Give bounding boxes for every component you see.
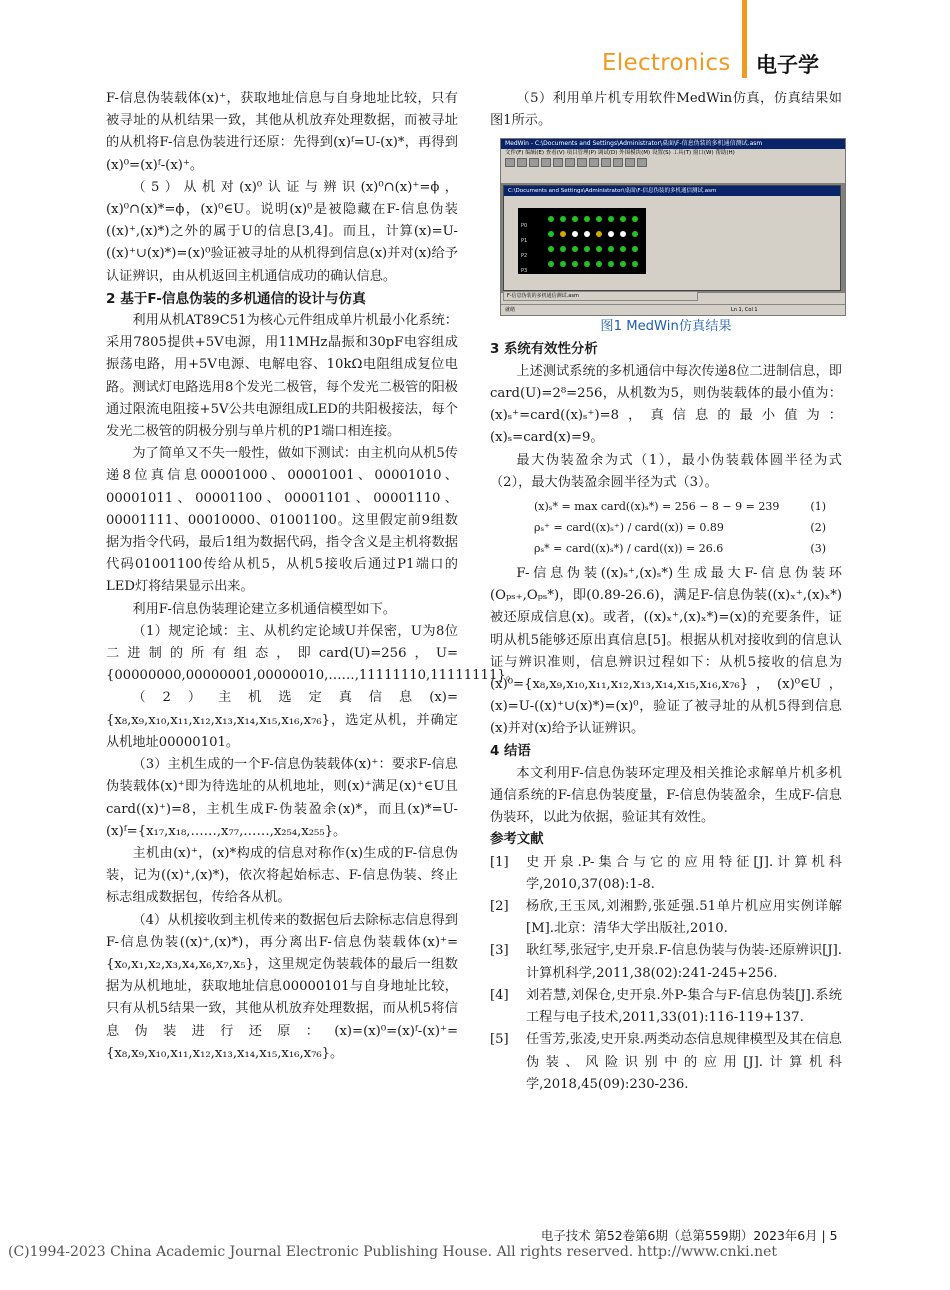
port-label: P2 — [521, 253, 528, 260]
paragraph: 最大伪装盈余为式（1），最小伪装载体圆半径为式（2），最大伪装盈余圆半径为式（3）。 — [490, 452, 842, 490]
equation — [490, 517, 842, 538]
toolbar-icon — [577, 158, 587, 167]
reference-text: 耿红琴,张冠宇,史开泉.F-信息伪装与伪装-还原辨识[J].计算机科学,2011,38(02):241-245+256. — [526, 943, 842, 981]
led-indicator — [584, 246, 590, 252]
status-right: Ln 1, Col 1 — [731, 307, 758, 314]
header-bar — [742, 0, 747, 78]
figure-caption: 图1 MedWin仿真结果 — [600, 319, 732, 335]
inner-window-title: C:\Documents and Settings\Administrator\桌面\F-信息伪装的多机通信测试.asm — [504, 186, 840, 196]
paragraph: （2）主机选定真信息(x)={x₈,x₉,x₁₀,x₁₁,x₁₂,x₁₃,x₁₄,x₁₅,x₁₆,x₇₆}，选定从机，并确定从机地址00000101。 — [106, 690, 458, 750]
led-indicator — [608, 231, 614, 237]
led-indicator — [548, 216, 554, 222]
equation — [490, 538, 842, 559]
paragraph: （5）利用单片机专用软件MedWin仿真，仿真结果如图1所示。 — [490, 91, 842, 129]
reference-item — [490, 852, 842, 896]
references-heading: 参考文献 — [490, 832, 544, 848]
page-footer: 电子技术 第52卷第6期（总第559期）2023年6月 | 5 — [541, 1228, 838, 1243]
figure-menu-bar: 文件(F) 编辑(E) 查看(V) 项目管理(P) 调试(D) 外围模块(M) 设置(S) 工具(T) 窗口(W) 帮助(H) — [505, 150, 735, 157]
toolbar-icon — [625, 158, 635, 167]
led-indicator — [620, 231, 626, 237]
led-indicator — [632, 246, 638, 252]
led-indicator — [632, 216, 638, 222]
port-label: P1 — [521, 238, 528, 245]
paragraph: F-信息伪装载体(x)⁺，获取地址信息与自身地址比较，只有被寻址的从机结果一致，其他从机放弃处理数据，而被寻址的从机将F-信息伪装进行还原：先得到(x)ᶠ=U-(x)*，再得到(x)⁰=(x)ᶠ-(x)⁺。 — [106, 91, 458, 173]
reference-number: [2] — [490, 899, 509, 915]
toolbar-icon — [517, 158, 527, 167]
led-indicator — [596, 261, 602, 267]
reference-text: 杨欣,王玉凤,刘湘黔,张延强.51单片机应用实例详解[M].北京：清华大学出版社,2010. — [526, 899, 842, 937]
led-indicator — [560, 246, 566, 252]
reference-item — [490, 896, 842, 940]
led-indicator — [572, 216, 578, 222]
header-cn: 电子学 — [756, 53, 819, 77]
equation-expr: ρₛ⁺ = card((x)ₛ⁺) / card((x)) = 0.89 — [534, 521, 724, 535]
led-indicator — [596, 231, 602, 237]
led-indicator — [608, 246, 614, 252]
reference-text: 刘若慧,刘保仓,史开泉.外P-集合与F-信息伪装[J].系统工程与电子技术,2011,33(01):116-119+137. — [526, 987, 842, 1026]
toolbar-icon — [637, 158, 647, 167]
reference-item — [490, 985, 842, 1029]
led-indicator — [596, 216, 602, 222]
reference-number: [5] — [490, 1032, 509, 1048]
led-indicator — [584, 231, 590, 237]
section-heading: 2 基于F-信息伪装的多机通信的设计与仿真 — [106, 290, 366, 307]
paragraph: （1）规定论域：主、从机约定论域U并保密，U为8位二进制的所有组态，即card(U)=256，U={00000000,00000001,00000010,……,11111110,11111111}。 — [106, 623, 519, 684]
led-panel — [518, 208, 646, 274]
toolbar-icon — [589, 158, 599, 167]
figure-file-tab: F-信息伪装的多机通信测试.asm — [503, 291, 698, 301]
led-indicator — [620, 261, 626, 267]
led-indicator — [620, 216, 626, 222]
reference-number: [1] — [490, 854, 509, 870]
paragraph: 为了简单又不失一般性，做如下测试：由主机向从机5传递8位真信息00001000、00001001、00001010、00001011、00001100、00001101、00001110、00001111、00010000、01001100。这里假定前9组数据为指令代码，最后1组为数据代码，指令含义是主机将数据代码01001100传给从机5，从机5接收后通过P1端口的LED灯将结果显示出来。 — [106, 446, 458, 595]
led-indicator — [584, 261, 590, 267]
led-indicator — [560, 216, 566, 222]
figure-toolbar — [501, 157, 845, 168]
equation-number: (3) — [810, 542, 826, 556]
copyright-line: (C)1994-2023 China Academic Journal Electronic Publishing House. All rights reserved. http://www.cnki.net — [8, 1244, 778, 1260]
led-indicator — [572, 261, 578, 267]
right-column — [490, 88, 842, 1096]
led-indicator — [560, 231, 566, 237]
reference-number: [4] — [490, 987, 509, 1003]
paragraph: 上述测试系统的多机通信中每次传递8位二进制信息，即card(U)=2⁸=256，从机数为5，则伪装载体的最小值为：(x)ₛ⁺=card((x)ₛ⁺)=8，真信息的最小值为：(x)ₛ=card(x)=9。 — [490, 363, 842, 446]
reference-number: [3] — [490, 943, 509, 959]
toolbar-icon — [601, 158, 611, 167]
led-indicator — [608, 216, 614, 222]
toolbar-icon — [529, 158, 539, 167]
equation-expr: ρₛ* = card((x)ₛ*) / card((x)) = 26.6 — [534, 542, 724, 556]
toolbar-icon — [553, 158, 563, 167]
reference-text: 任雪芳,张凌,史开泉.两类动态信息规律模型及其在信息伪装、风险识别中的应用[J].计算机科学,2018,45(09):230-236. — [526, 1032, 842, 1092]
section-heading: 3 系统有效性分析 — [490, 341, 598, 357]
led-indicator — [584, 216, 590, 222]
header-word: Electronics — [602, 50, 731, 76]
equation-expr: (x)ₛ* = max card((x)ₛ*) = 256 − 8 − 9 = 239 — [534, 500, 780, 514]
paragraph: （3）主机生成的一个F-信息伪装载体(x)⁺：要求F-信息伪装载体(x)⁺即为待选址的从机地址，则(x)⁺满足(x)⁺∈U且card((x)⁺)=8，主机生成F-伪装盈余(x)*，而且(x)*=U-(x)ᶠ={x₁₇,x₁₈,……,x₇₇,……,x₂₅₄,x₂₅₅}。 — [106, 757, 458, 839]
toolbar-icon — [505, 158, 515, 167]
toolbar-icon — [613, 158, 623, 167]
paragraph: F-信息伪装((x)ₛ⁺,(x)ₛ*)生成最大F-信息伪装环(Oₚₛ₊,Oₚₛ*)，即(0.89-26.6)，满足F-信息伪装((x)ₓ⁺,(x)ₓ*)被还原成信息(x)。或者，((x)ₓ⁺,(x)ₓ*)=(x)的充要条件，证明从机5能够还原出真信息[5]。根据从机对接收到的信息认证与辨识准则，信息辨识过程如下：从机5接收的信息为(x)⁰={x₈,x₉,x₁₀,x₁₁,x₁₂,x₁₃,x₁₄,x₁₅,x₁₆,x₇₆}，(x)⁰∈U，(x)=U-((x)⁺∪(x)*)=(x)⁰，验证了被寻址的从机5得到信息(x)并对(x)给予认证辨识。 — [490, 566, 842, 737]
paragraph: 利用从机AT89C51为核心元件组成单片机最小化系统：采用7805提供+5V电源，用11MHz晶振和30pF电容组成振荡电路，用+5V电源、电解电容、10kΩ电阻组成复位电路。测试灯电路选用8个发光二极管，每个发光二极管的阳极通过限流电阻接+5V公共电源组成LED的共阳极接法，每个发光二极管的阴极分别与单片机的P1端口相连接。 — [106, 313, 458, 440]
port-label: P0 — [521, 223, 528, 230]
equation — [490, 496, 842, 517]
reference-item — [490, 940, 842, 984]
paragraph: 利用F-信息伪装理论建立多机通信模型如下。 — [132, 601, 396, 617]
led-indicator — [548, 246, 554, 252]
led-indicator — [572, 246, 578, 252]
port-label: P3 — [521, 268, 528, 275]
reference-list — [490, 852, 842, 1096]
toolbar-icon — [565, 158, 575, 167]
equation-number: (2) — [810, 521, 826, 535]
led-indicator — [560, 261, 566, 267]
reference-item — [490, 1029, 842, 1096]
figure-status-bar — [501, 304, 845, 315]
section-heading: 4 结语 — [490, 743, 531, 759]
led-indicator — [548, 261, 554, 267]
led-indicator — [620, 246, 626, 252]
figure-inner-window — [503, 185, 841, 291]
led-indicator — [548, 231, 554, 237]
led-indicator — [572, 231, 578, 237]
status-left: 就绪 — [505, 307, 516, 314]
medwin-figure — [500, 138, 846, 316]
equation-number: (1) — [810, 500, 826, 514]
reference-text: 史开泉.P-集合与它的应用特征[J].计算机科学,2010,37(08):1-8. — [526, 854, 842, 892]
paragraph: 主机由(x)⁺，(x)*构成的信息对称作(x)生成的F-信息伪装，记为((x)⁺,(x)*)，依次将起始标志、F-信息伪装、终止标志组成数据包，传给各从机。 — [106, 845, 458, 906]
equation-block — [490, 496, 842, 559]
paragraph: （5）从机对(x)⁰认证与辨识(x)⁰∩(x)⁺=ϕ，(x)⁰∩(x)*=ϕ，(x)⁰∈U。说明(x)⁰是被隐藏在F-信息伪装((x)⁺,(x)*)之外的属于U的信息[3,4]。而且，计算(x)=U-((x)⁺∪(x)*)=(x)⁰验证被寻址的从机得到信息(x)并对(x)给予认证辨识，由从机返回主机通信成功的确认信息。 — [106, 179, 458, 284]
led-indicator — [596, 246, 602, 252]
paragraph: （4）从机接收到主机传来的数据包后去除标志信息得到F-信息伪装((x)⁺,(x)*)，再分离出F-信息伪装载体(x)⁺={x₀,x₁,x₂,x₃,x₄,x₆,x₇,x₅}，这里规定伪装载体的最后一组数据为从机地址，获取地址信息00000101与自身地址比较，只有从机5结果一致，其他从机放弃处理数据，而从机5将信息伪装进行还原：(x)=(x)⁰=(x)ᶠ-(x)⁺={x₈,x₉,x₁₀,x₁₁,x₁₂,x₁₃,x₁₄,x₁₅,x₁₆,x₇₆}。 — [106, 912, 458, 1061]
led-indicator — [608, 261, 614, 267]
paragraph: 本文利用F-信息伪装环定理及相关推论求解单片机多机通信系统的F-信息伪装度量，F-信息伪装盈余，生成F-信息伪装环，以此为依据，验证其有效性。 — [490, 765, 842, 826]
led-indicator — [632, 261, 638, 267]
figure-title-bar: MedWin - C:\Documents and Settings\Administrator\桌面\F-信息伪装的多机通信测试.asm — [501, 139, 845, 149]
toolbar-icon — [541, 158, 551, 167]
led-indicator — [632, 231, 638, 237]
